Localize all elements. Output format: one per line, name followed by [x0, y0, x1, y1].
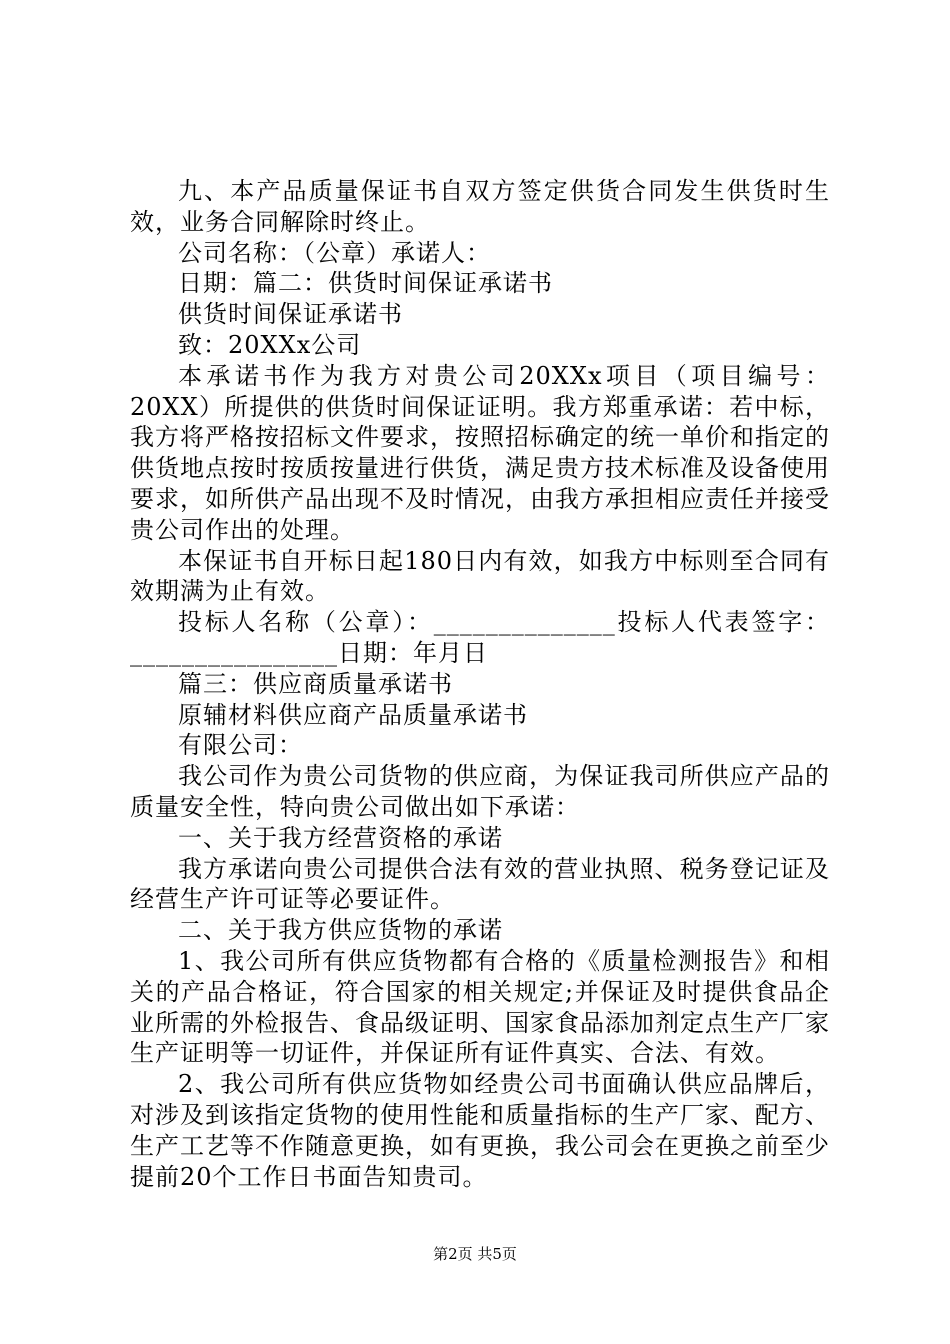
paragraph-validity: 本保证书自开标日起180日内有效，如我方中标则至合同有效期满为止有效。 — [130, 546, 830, 606]
page-number: 第2页 共5页 — [433, 1245, 517, 1263]
subheading-qualification: 一、关于我方经营资格的承诺 — [178, 823, 503, 852]
paragraph-addressee: 致：20XXx公司 — [178, 330, 362, 359]
paragraph-signature-line: 投标人名称（公章）：______________投标人代表签字：________________日期：年月日 — [130, 608, 830, 667]
paragraph-date-section-two: 日期：篇二：供货时间保证承诺书 — [178, 269, 553, 298]
paragraph-qualification: 我方承诺向贵公司提供合法有效的营业执照、税务登记证及经营生产许可证等必要证件。 — [130, 854, 830, 914]
subheading-goods: 二、关于我方供应货物的承诺 — [178, 916, 503, 945]
paragraph-addressee-company: 有限公司： — [178, 731, 303, 760]
section-title-quality: 原辅材料供应商产品质量承诺书 — [178, 700, 528, 729]
section-heading-three: 篇三：供应商质量承诺书 — [178, 669, 453, 698]
paragraph-goods-item-one: 1、我公司所有供应货物都有合格的《质量检测报告》和相关的产品合格证，符合国家的相关规定;并保证及时提供食品企业所需的外检报告、食品级证明、国家食品添加剂定点生产厂家生产证明等一切证件，并保证所有证件真实、合法、有效。 — [130, 946, 830, 1068]
paragraph-clause-nine: 九、本产品质量保证书自双方签定供货合同发生供货时生效，业务合同解除时终止。 — [130, 177, 830, 236]
paragraph-company-name: 公司名称：（公章）承诺人： — [178, 238, 491, 267]
paragraph-intro: 我公司作为贵公司货物的供应商，为保证我司所供应产品的质量安全性，特向贵公司做出如下承诺： — [130, 762, 830, 821]
section-title-delivery: 供货时间保证承诺书 — [178, 300, 403, 329]
paragraph-commitment: 本承诺书作为我方对贵公司20XXx项目（项目编号：20XX）所提供的供货时间保证证明。我方郑重承诺：若中标，我方将严格按招标文件要求，按照招标确定的统一单价和指定的供货地点按时按质按量进行供货，满足贵方技术标准及设备使用要求，如所供产品出现不及时情况，由我方承担相应责任并接受贵公司作出的处理。 — [130, 361, 830, 544]
paragraph-goods-item-two: 2、我公司所有供应货物如经贵公司书面确认供应品牌后，对涉及到该指定货物的使用性能和质量指标的生产厂家、配方、生产工艺等不作随意更换，如有更换，我公司会在更换之前至少提前20个工作日书面告知贵司。 — [130, 1070, 830, 1191]
document-body — [130, 176, 830, 1192]
